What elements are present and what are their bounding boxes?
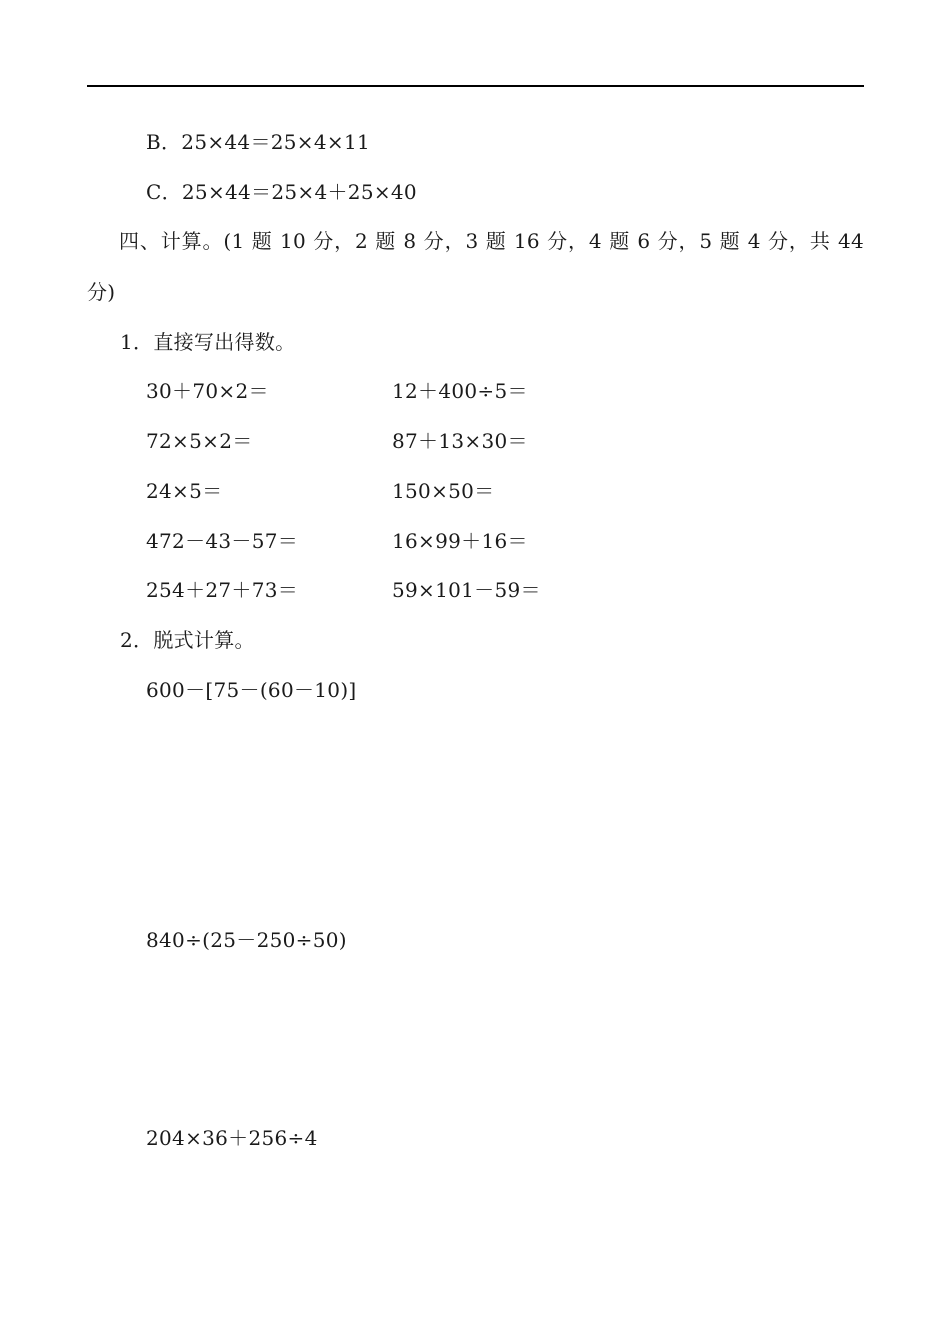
mental-math-item: 59×101－59＝ [392, 578, 541, 602]
mental-math-item: 254＋27＋73＝ [146, 578, 299, 602]
section-4-heading: 四、计算。(1 题 10 分，2 题 8 分，3 题 16 分，4 题 6 分，5 题 4 分，共 44 分) [87, 229, 864, 304]
mental-math-item: 12＋400÷5＝ [392, 379, 528, 403]
mental-math-item: 472－43－57＝ [146, 529, 299, 553]
mental-math-item: 30＋70×2＝ [146, 379, 269, 403]
mental-math-item: 16×99＋16＝ [392, 529, 528, 553]
option-c: C．25×44＝25×4＋25×40 [146, 180, 417, 204]
step-calculation-problem: 840÷(25－250÷50) [146, 928, 347, 952]
step-calculation-problem: 600－[75－(60－10)] [146, 678, 357, 702]
mental-math-item: 150×50＝ [392, 479, 495, 503]
mental-math-item: 87＋13×30＝ [392, 429, 528, 453]
header-rule [87, 85, 864, 87]
question-1-title: 1．直接写出得数。 [120, 330, 296, 354]
step-calculation-problem: 204×36＋256÷4 [146, 1126, 318, 1150]
question-2-title: 2．脱式计算。 [120, 628, 255, 652]
mental-math-item: 72×5×2＝ [146, 429, 253, 453]
mental-math-item: 24×5＝ [146, 479, 223, 503]
option-b: B．25×44＝25×4×11 [146, 130, 370, 154]
